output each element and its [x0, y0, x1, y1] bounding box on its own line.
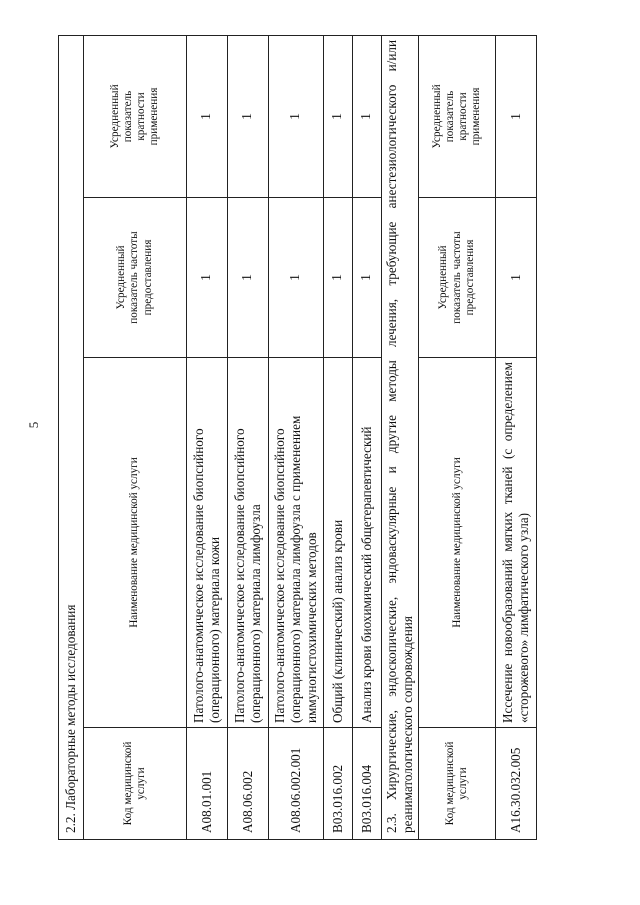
table-row: [228, 35, 269, 839]
header-multiplicity: Усредненный показатель кратности применения: [84, 35, 187, 197]
service-name: Анализ крови биохимический общетерапевтический: [353, 358, 382, 728]
section-title-row: [59, 35, 84, 839]
multiplicity-value: 1: [496, 35, 537, 197]
header-frequency: Усредненный показатель частоты предоставления: [84, 198, 187, 358]
frequency-value: 1: [324, 198, 353, 358]
frequency-value: 1: [187, 198, 228, 358]
services-table: [58, 35, 537, 840]
multiplicity-value: 1: [269, 35, 324, 197]
multiplicity-value: 1: [187, 35, 228, 197]
header-name: Наименование медицинской услуги: [419, 358, 496, 728]
multiplicity-value: 1: [353, 35, 382, 197]
page-number: 5: [26, 421, 41, 429]
frequency-value: 1: [353, 198, 382, 358]
table-row: [269, 35, 324, 839]
service-name: Патолого-анатомическое исследование биопсийного (операционного) материала лимфоузла: [228, 358, 269, 728]
header-multiplicity: Усредненный показатель кратности применения: [419, 35, 496, 197]
service-code: A08.06.002.001: [269, 728, 324, 840]
rotated-page-content: [58, 36, 532, 840]
table-row: [187, 35, 228, 839]
table-row: [353, 35, 382, 839]
header-name: Наименование медицинской услуги: [84, 358, 187, 728]
header-code: Код медицинской услуги: [84, 728, 187, 840]
service-code: A16.30.032.005: [496, 728, 537, 840]
multiplicity-value: 1: [324, 35, 353, 197]
table-row: [324, 35, 353, 839]
table-header-row: [84, 35, 187, 839]
service-name: Патолого-анатомическое исследование биопсийного (операционного) материала кожи: [187, 358, 228, 728]
section-title-row: [382, 35, 419, 839]
service-code: B03.016.004: [353, 728, 382, 840]
section-title: 2.3. Хирургические, эндоскопические, эндоваскулярные и другие методы лечения, требующие анестезиологического и/или реаниматологического сопровождения: [382, 35, 419, 839]
header-code: Код медицинской услуги: [419, 728, 496, 840]
header-frequency: Усредненный показатель частоты предоставления: [419, 198, 496, 358]
section-title: 2.2. Лабораторные методы исследования: [59, 35, 84, 839]
multiplicity-value: 1: [228, 35, 269, 197]
service-code: A08.06.002: [228, 728, 269, 840]
service-name: Общий (клинический) анализ крови: [324, 358, 353, 728]
frequency-value: 1: [269, 198, 324, 358]
service-name: Патолого-анатомическое исследование биопсийного (операционного) материала лимфоузла с применением иммуногистохимических методов: [269, 358, 324, 728]
frequency-value: 1: [228, 198, 269, 358]
service-name: Иссечение новообразований мягких тканей (с определением «сторожевого» лимфатического узла): [496, 358, 537, 728]
table-header-row: [419, 35, 496, 839]
service-code: B03.016.002: [324, 728, 353, 840]
frequency-value: 1: [496, 198, 537, 358]
service-code: A08.01.001: [187, 728, 228, 840]
table-row: [496, 35, 537, 839]
